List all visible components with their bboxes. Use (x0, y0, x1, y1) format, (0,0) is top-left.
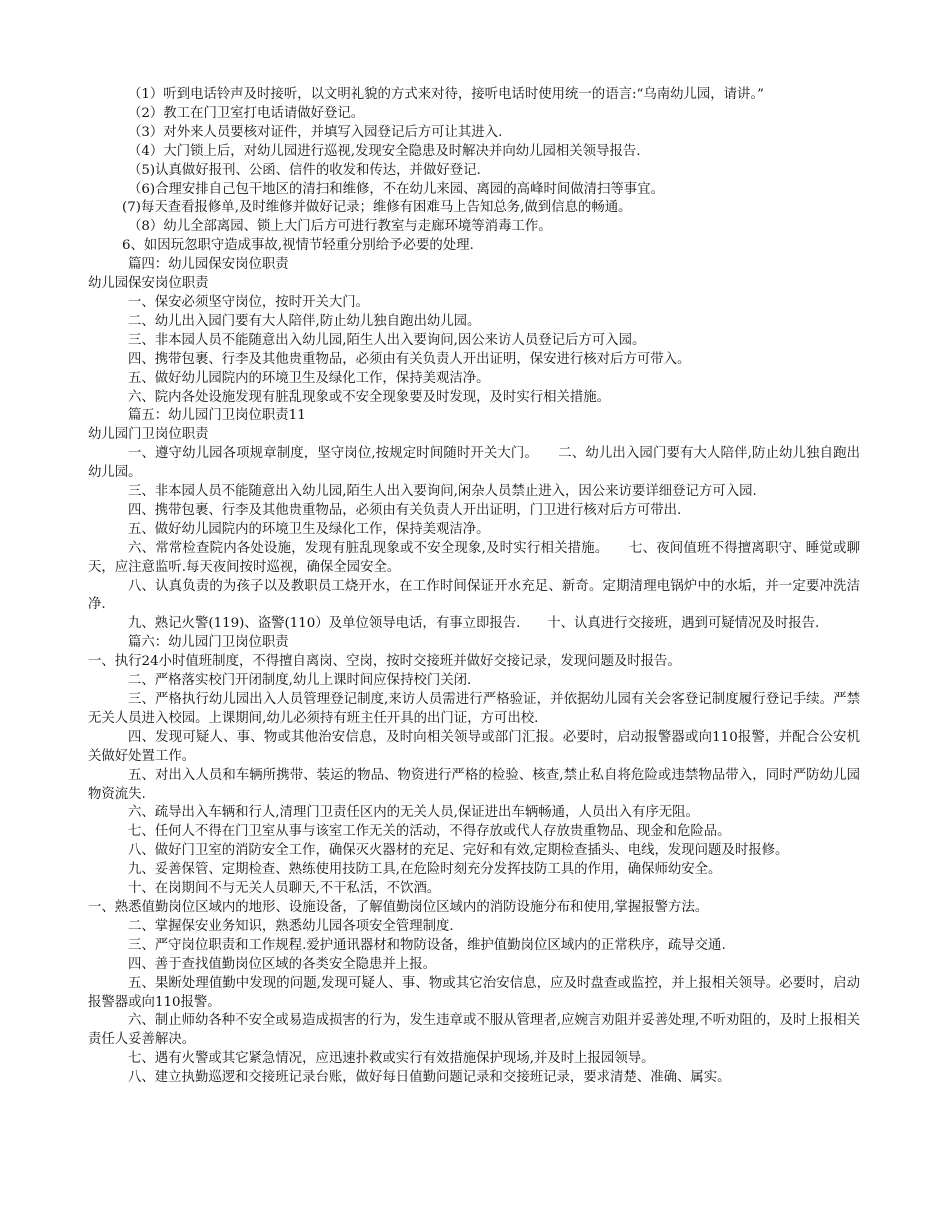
paragraph: 九、妥善保管、定期检查、熟练使用技防工具,在危险时刻充分发挥技防工具的作用，确保师幼安全。 (128, 862, 722, 878)
paragraph: 四、发现可疑人、事、物或其他治安信息，及时向相关领导或部门汇报。必要时，启动报警器或向110报警，并配合公安机关做好处置工作。 (88, 729, 860, 764)
paragraph: 八、认真负责的为孩子以及教职员工烧开水，在工作时间保证开水充足、新奇。定期清理电锅炉中的水垢，并一定要冲洗洁净. (88, 578, 860, 613)
paragraph: 二、掌握保安业务知识，熟悉幼儿园各项安全管理制度. (128, 918, 454, 934)
paragraph: 八、建立执勤巡逻和交接班记录台账，做好每日值勤问题记录和交接班记录，要求清楚、准确、属实。 (128, 1070, 731, 1086)
paragraph: 四、善于查找值勤岗位区域的各类安全隐患并上报。 (128, 956, 436, 972)
paragraph: 6、如因玩忽职守造成事故,视情节轻重分别给予必要的处理. (122, 238, 474, 254)
paragraph: 幼儿园保安岗位职责 (88, 276, 209, 292)
paragraph: 三、非本园人员不能随意出入幼儿园,陌生人出入要询问,闲杂人员禁止进入，因公来访要详细登记方可入园. (128, 484, 757, 500)
paragraph: 六、疏导出入车辆和行人,清理门卫责任区内的无关人员,保证进出车辆畅通，人员出入有序无阻。 (128, 805, 699, 821)
paragraph: 五、果断处理值勤中发现的问题,发现可疑人、事、物或其它治安信息，应及时盘查或监控，并上报相关领导。必要时，启动报警器或向110报警。 (88, 975, 860, 1010)
paragraph: 七、遇有火警或其它紧急情况，应迅速扑救或实行有效措施保护现场,并及时上报园领导。 (128, 1051, 655, 1067)
paragraph: （5)认真做好报刊、公函、信件的收发和传达，并做好登记. (128, 162, 481, 178)
paragraph: 五、做好幼儿园院内的环境卫生及绿化工作，保持美观洁净。 (128, 521, 490, 537)
paragraph: 六、常常检查院内各处设施，发现有脏乱现象或不安全现象,及时实行相关措施。 七、夜间值班不得擅离职守、睡觉或聊天，应注意监听.每天夜间按时巡视，确保全园安全。 (88, 540, 860, 575)
paragraph: 四、携带包裹、行李及其他贵重物品，必须由有关负责人开出证明，保安进行核对后方可带入。 (128, 351, 691, 367)
paragraph: 五、对出入人员和车辆所携带、装运的物品、物资进行严格的检验、核查,禁止私自将危险或违禁物品带入，同时严防幼儿园物资流失. (88, 767, 860, 802)
paragraph: 三、非本园人员不能随意出入幼儿园,陌生人出入要询问,因公来访人员登记后方可入园。 (128, 332, 646, 348)
paragraph: 一、遵守幼儿园各项规章制度，坚守岗位,按规定时间随时开关大门。 二、幼儿出入园门要有大人陪伴,防止幼儿独自跑出幼儿园。 (88, 446, 860, 481)
paragraph: 二、幼儿出入园门要有大人陪伴,防止幼儿独自跑出幼儿园。 (128, 313, 481, 329)
paragraph: 篇四：幼儿园保安岗位职责 (128, 257, 289, 273)
paragraph: （6)合理安排自己包干地区的清扫和维修，不在幼儿来园、离园的高峰时间做清扫等事宜。 (128, 181, 664, 197)
paragraph: （4）大门锁上后，对幼儿园进行巡视,发现安全隐患及时解决并向幼儿园相关领导报告. (128, 143, 641, 159)
paragraph: (7)每天查看报修单,及时维修并做好记录；维修有困难马上告知总务,做到信息的畅通。 (122, 200, 632, 216)
paragraph: 一、熟悉值勤岗位区域内的地形、设施设备，了解值勤岗位区域内的消防设施分布和使用,掌握报警方法。 (88, 899, 709, 915)
paragraph: 幼儿园门卫岗位职责 (88, 427, 209, 443)
paragraph: 三、严格执行幼儿园出入人员管理登记制度,来访人员需进行严格验证，并依据幼儿园有关会客登记制度履行登记手续。严禁无关人员进入校园。上课期间,幼儿必须持有班主任开具的出门证，方可出校. (88, 692, 860, 726)
paragraph: 篇六：幼儿园门卫岗位职责 (128, 635, 289, 651)
paragraph: 三、严守岗位职责和工作规程.爱护通讯器材和物防设备，维护值勤岗位区域内的正常秩序，疏导交通. (128, 937, 726, 953)
paragraph: 一、执行24小时值班制度，不得擅自离岗、空岗，按时交接班并做好交接记录，发现问题及时报告。 (88, 654, 681, 670)
paragraph: 六、院内各处设施发现有脏乱现象或不安全现象要及时发现，及时实行相关措施。 (128, 389, 611, 405)
paragraph: （3）对外来人员要核对证件，并填写入园登记后方可让其进入. (128, 124, 503, 140)
paragraph: 九、熟记火警(119)、盗警(110）及单位领导电话，有事立即报告. 十、认真进行交接班，遇到可疑情况及时报告. (128, 616, 820, 632)
paragraph: （8）幼儿全部离园、锁上大门后方可进行教室与走廊环境等消毒工作。 (128, 219, 552, 235)
paragraph: （1）听到电话铃声及时接听，以文明礼貌的方式来对待，接听电话时使用统一的语言:“乌南幼儿园，请讲。” (128, 87, 764, 102)
paragraph: （2）教工在门卫室打电话请做好登记。 (128, 105, 365, 121)
paragraph: 十、在岗期间不与无关人员聊天,不干私活，不饮酒。 (128, 881, 441, 897)
paragraph: 二、严格落实校门开闭制度,幼儿上课时间应保持校门关闭. (128, 673, 472, 689)
paragraph: 一、保安必须坚守岗位，按时开关大门。 (128, 294, 370, 310)
paragraph: 篇五：幼儿园门卫岗位职责11 (128, 408, 306, 424)
paragraph: 六、制止师幼各种不安全或易造成损害的行为，发生违章或不服从管理者,应婉言劝阻并妥善处理,不听劝阻的，及时上报相关责任人妥善解决。 (88, 1013, 860, 1048)
paragraph: 五、做好幼儿园院内的环境卫生及绿化工作，保持美观洁净。 (128, 370, 490, 386)
paragraph: 四、携带包裹、行李及其他贵重物品，必须由有关负责人开出证明，门卫进行核对后方可带出. (128, 502, 682, 518)
paragraph: 七、任何人不得在门卫室从事与该室工作无关的活动，不得存放或代人存放贵重物品、现金和危险品。 (128, 824, 731, 840)
paragraph: 八、做好门卫室的消防安全工作，确保灭火器材的充足、完好和有效,定期检查插头、电线，发现问题及时报修。 (128, 843, 789, 859)
document-body (88, 86, 860, 1088)
